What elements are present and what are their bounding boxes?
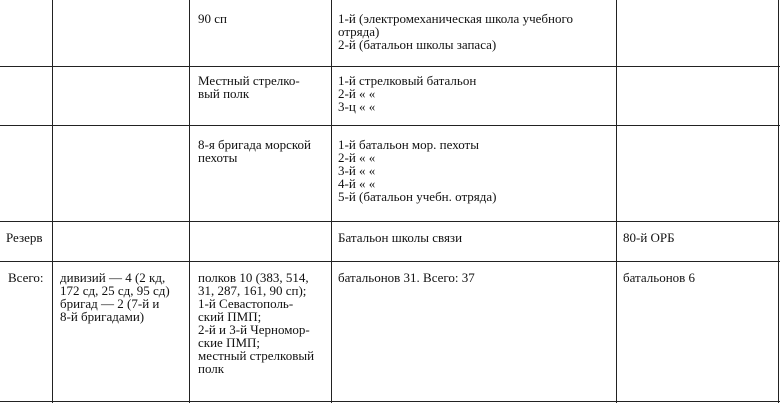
rule-col-4 xyxy=(616,0,617,403)
table-cell: 1-й (электромеханическая школа учебного отряда) 2-й (батальон школы запаса) xyxy=(338,11,573,52)
table-cell: 8-я бригада морской пехоты xyxy=(198,137,311,165)
table-cell: 90 сп xyxy=(198,11,227,26)
rule-row-4 xyxy=(0,261,780,262)
rule-right xyxy=(778,0,779,403)
table-cell: полков 10 (383, 514, 31, 287, 161, 90 сп); 1-й Севастополь- ский ПМП; 2-й и 3-й Черномор- ские ПМП; местный стрелковый полк xyxy=(198,270,315,376)
rule-row-2 xyxy=(0,125,780,126)
table-cell: 1-й стрелковый батальон 2-й « « 3-ц « « xyxy=(338,73,477,114)
rule-row-3 xyxy=(0,221,780,222)
rule-col-2 xyxy=(189,0,190,403)
rule-col-3 xyxy=(331,0,332,403)
rule-row-1 xyxy=(0,66,780,67)
table-cell: Резерв xyxy=(6,230,43,245)
rule-col-1 xyxy=(52,0,53,403)
table-cell: Батальон школы связи xyxy=(338,230,463,245)
table-cell: батальонов 31. Всего: 37 xyxy=(338,270,475,285)
table-cell: 80-й ОРБ xyxy=(623,230,675,245)
table-cell: дивизий — 4 (2 кд, 172 сд, 25 сд, 95 сд) бригад — 2 (7-й и 8-й бригадами) xyxy=(60,270,170,324)
rule-bottom xyxy=(0,401,780,402)
table-cell: 1-й батальон мор. пехоты 2-й « « 3-й « « 4-й « « 5-й (батальон учебн. отряда) xyxy=(338,137,497,204)
table-cell: Местный стрелко- вый полк xyxy=(198,73,300,101)
table-cell: батальонов 6 xyxy=(623,270,696,285)
table-cell: Всего: xyxy=(8,270,44,285)
